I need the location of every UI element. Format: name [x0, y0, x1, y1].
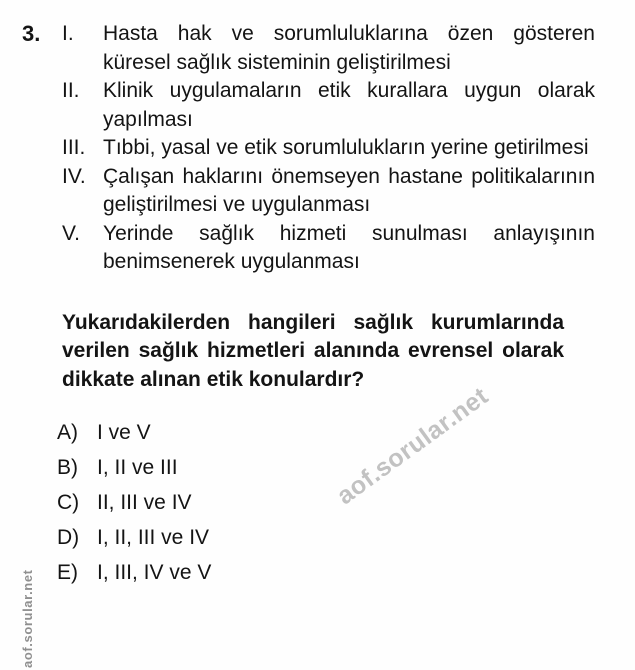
roman-item-4: [62, 163, 615, 220]
option-letter: A): [57, 421, 78, 444]
roman-item-text: Yerinde sağlık hizmeti sunulması anlayışının benimsenerek uygulanması: [103, 221, 595, 273]
question-block: [22, 20, 622, 590]
answer-option-d[interactable]: [57, 520, 615, 555]
roman-item-2: [62, 77, 615, 134]
watermark-diagonal: aof.sorular.net: [331, 381, 494, 511]
roman-item-3: [62, 134, 615, 163]
answer-option-e[interactable]: [57, 555, 615, 590]
roman-item-text: Çalışan haklarını önemseyen hastane politikalarının geliştirilmesi ve uygulanması: [103, 164, 595, 216]
answer-option-a[interactable]: [57, 415, 615, 450]
roman-numeral: I.: [62, 22, 74, 45]
question-number: 3.: [22, 21, 41, 46]
option-text: I, II, III ve IV: [97, 526, 210, 549]
roman-numeral: IV.: [62, 164, 86, 188]
option-text: II, III ve IV: [97, 491, 192, 514]
option-text: I ve V: [97, 421, 151, 444]
question-body: [57, 20, 615, 590]
option-letter: C): [57, 491, 80, 514]
answer-options-list: [57, 415, 615, 590]
roman-numeral: V.: [62, 221, 80, 245]
roman-numeral: III.: [62, 136, 86, 159]
watermark-vertical: aof.sorular.net: [20, 569, 35, 668]
roman-item-5: [62, 220, 615, 277]
option-letter: B): [57, 456, 78, 479]
roman-item-1: [62, 20, 615, 77]
answer-option-b[interactable]: [57, 450, 615, 485]
roman-numeral: II.: [62, 79, 80, 102]
question-stem: Yukarıdakilerden hangileri sağlık kurumlarında verilen sağlık hizmetleri alanında evrensel olarak dikkate alınan etik konulardır?: [62, 310, 564, 391]
option-text: I, III, IV ve V: [97, 561, 212, 584]
option-text: I, II ve III: [97, 456, 178, 479]
option-letter: E): [57, 561, 78, 584]
roman-items-list: [62, 20, 615, 277]
roman-item-text: Tıbbi, yasal ve etik sorumlulukların yerine getirilmesi: [103, 136, 589, 159]
roman-item-text: Klinik uygulamaların etik kurallara uygun olarak yapılması: [103, 79, 595, 131]
option-letter: D): [57, 526, 80, 549]
roman-item-text: Hasta hak ve sorumluluklarına özen gösteren küresel sağlık sisteminin geliştirilmesi: [103, 22, 595, 74]
answer-option-c[interactable]: [57, 485, 615, 520]
